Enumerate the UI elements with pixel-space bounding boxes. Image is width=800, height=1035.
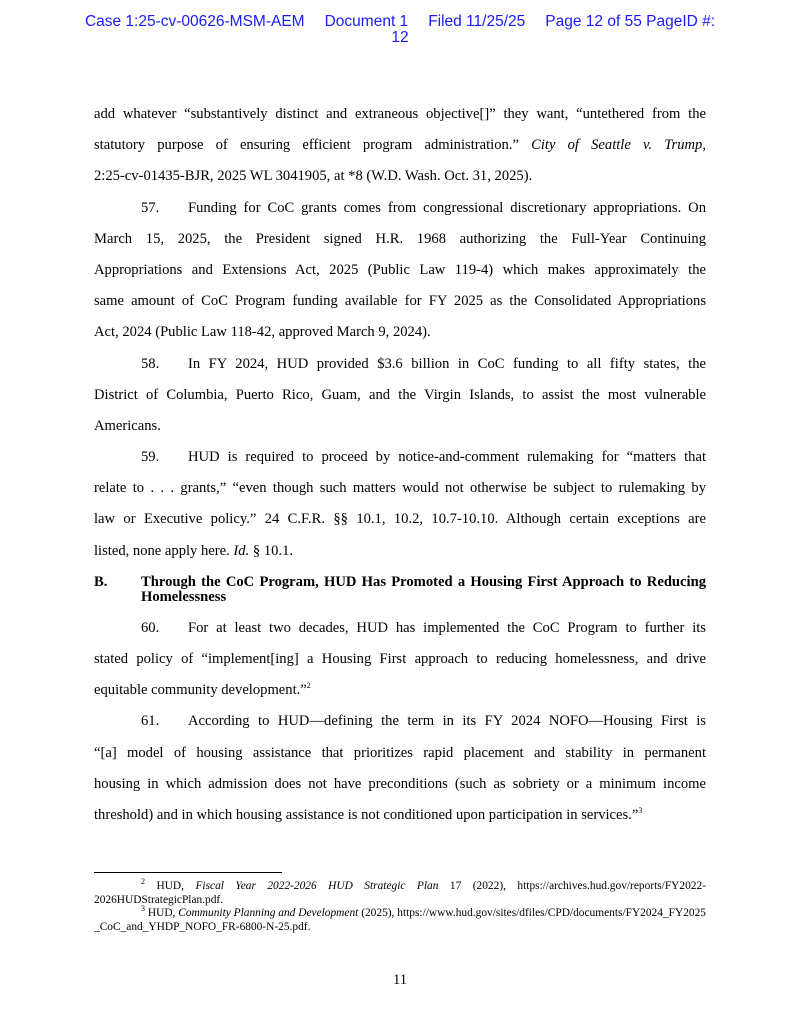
footnote-divider xyxy=(94,872,282,873)
text-line xyxy=(94,541,706,572)
page-id: 12 xyxy=(391,29,409,46)
paragraph-58-line xyxy=(94,354,706,385)
document-number: Document 1 xyxy=(324,13,409,30)
text-line: Act, 2024 (Public Law 118-42, approved March 9, 2024). xyxy=(94,324,431,341)
text-line: housing in which admission does not have preconditions (such as sobriety or a minimum income xyxy=(94,775,706,792)
text-line: Appropriations and Extensions Act, 2025 (Public Law 119-4) which makes approximately the xyxy=(94,261,706,278)
text-line xyxy=(94,805,706,836)
text-line: same amount of CoC Program funding available for FY 2025 as the Consolidated Appropriations xyxy=(94,293,706,310)
text: statutory purpose of ensuring efficient program administration.” xyxy=(94,137,532,154)
paragraph-57-line xyxy=(94,198,706,229)
text-line: add whatever “substantively distinct and extraneous objective[]” they want, “untethered from the xyxy=(94,106,706,122)
ecf-header xyxy=(0,14,800,46)
text-line: “[a] model of housing assistance that prioritizes rapid placement and stability in permanent xyxy=(94,744,706,761)
text: , xyxy=(702,137,706,154)
footnote-number: 2 xyxy=(141,877,145,887)
paragraph-number: 58. xyxy=(141,355,160,372)
text-line: District of Columbia, Puerto Rico, Guam, and the Virgin Islands, to assist the most vulnerable xyxy=(94,386,706,403)
citation: Id. xyxy=(233,542,250,559)
case-citation: City of Seattle v. Trump xyxy=(531,137,703,154)
section-heading xyxy=(94,575,706,606)
paragraph-number: 60. xyxy=(141,619,160,636)
text: equitable community development.” xyxy=(94,682,307,699)
page-number: 11 xyxy=(392,972,408,988)
page-info: Page 12 of 55 PageID #: xyxy=(545,13,716,30)
text: HUD, xyxy=(145,880,196,892)
text: HUD is required to proceed by notice-and-comment rulemaking for “matters that xyxy=(188,449,706,466)
text: For at least two decades, HUD has implemented the CoC Program to further its xyxy=(188,619,706,636)
footnote-number: 3 xyxy=(141,904,145,914)
text-line: Americans. xyxy=(94,417,161,434)
text-line: stated policy of “implement[ing] a Housing First approach to reducing homelessness, and drive xyxy=(94,651,706,667)
text: According to HUD—defining the term in its FY 2024 NOFO—Housing First is xyxy=(188,713,706,730)
paragraph-number: 57. xyxy=(141,199,160,216)
heading-label: B. xyxy=(94,573,108,590)
footnote-2 xyxy=(94,877,706,907)
paragraph-61-line xyxy=(94,711,706,742)
footnote-ref[interactable]: 2 xyxy=(306,681,311,691)
source-title: Community Planning and Development xyxy=(178,907,359,919)
footnotes xyxy=(94,877,706,934)
text-line xyxy=(94,680,706,711)
case-number: Case 1:25-cv-00626-MSM-AEM xyxy=(84,13,305,30)
document-body xyxy=(94,104,706,836)
paragraph-number: 61. xyxy=(141,713,160,730)
footnote-3 xyxy=(94,904,706,934)
text: § 10.1. xyxy=(249,542,294,559)
text: In FY 2024, HUD provided $3.6 billion in CoC funding to all fifty states, the xyxy=(188,355,706,372)
text: threshold) and in which housing assistance is not conditioned upon participation in services.” xyxy=(94,806,639,823)
paragraph-number: 59. xyxy=(141,449,160,466)
filed-date: Filed 11/25/25 xyxy=(428,13,526,30)
text-line xyxy=(94,135,706,166)
footnote-ref[interactable]: 3 xyxy=(638,806,643,816)
heading-text: Through the CoC Program, HUD Has Promoted a Housing First Approach to Reducing Homelessness xyxy=(141,573,706,606)
source-title: Fiscal Year 2022-2026 HUD Strategic Plan xyxy=(195,880,439,892)
text: Funding for CoC grants comes from congressional discretionary appropriations. On xyxy=(188,199,706,216)
text-line: relate to . . . grants,” “even though such matters would not otherwise be subject to rulemaking by xyxy=(94,480,706,497)
footnote-link[interactable]: 17 (2022), https://archives.hud.gov/reports/FY2022-2026HUDStrategicPlan.pdf. xyxy=(94,880,706,906)
text-line: 2:25-cv-01435-BJR, 2025 WL 3041905, at *8 (W.D. Wash. Oct. 31, 2025). xyxy=(94,168,533,185)
paragraph-59-line xyxy=(94,447,706,478)
footnote-link[interactable]: (2025), https://www.hud.gov/sites/dfiles/CPD/documents/FY2024_FY2025_CoC_and_YHDP_NOFO_FR-6800-N-25.pdf. xyxy=(94,907,706,933)
text-line: March 15, 2025, the President signed H.R. 1968 authorizing the Full-Year Continuing xyxy=(94,230,706,247)
text: HUD, xyxy=(145,907,179,919)
paragraph-60-line xyxy=(94,618,706,649)
text: listed, none apply here. xyxy=(94,542,234,559)
text-line: law or Executive policy.” 24 C.F.R. §§ 10.1, 10.2, 10.7-10.10. Although certain exceptions are xyxy=(94,511,706,528)
